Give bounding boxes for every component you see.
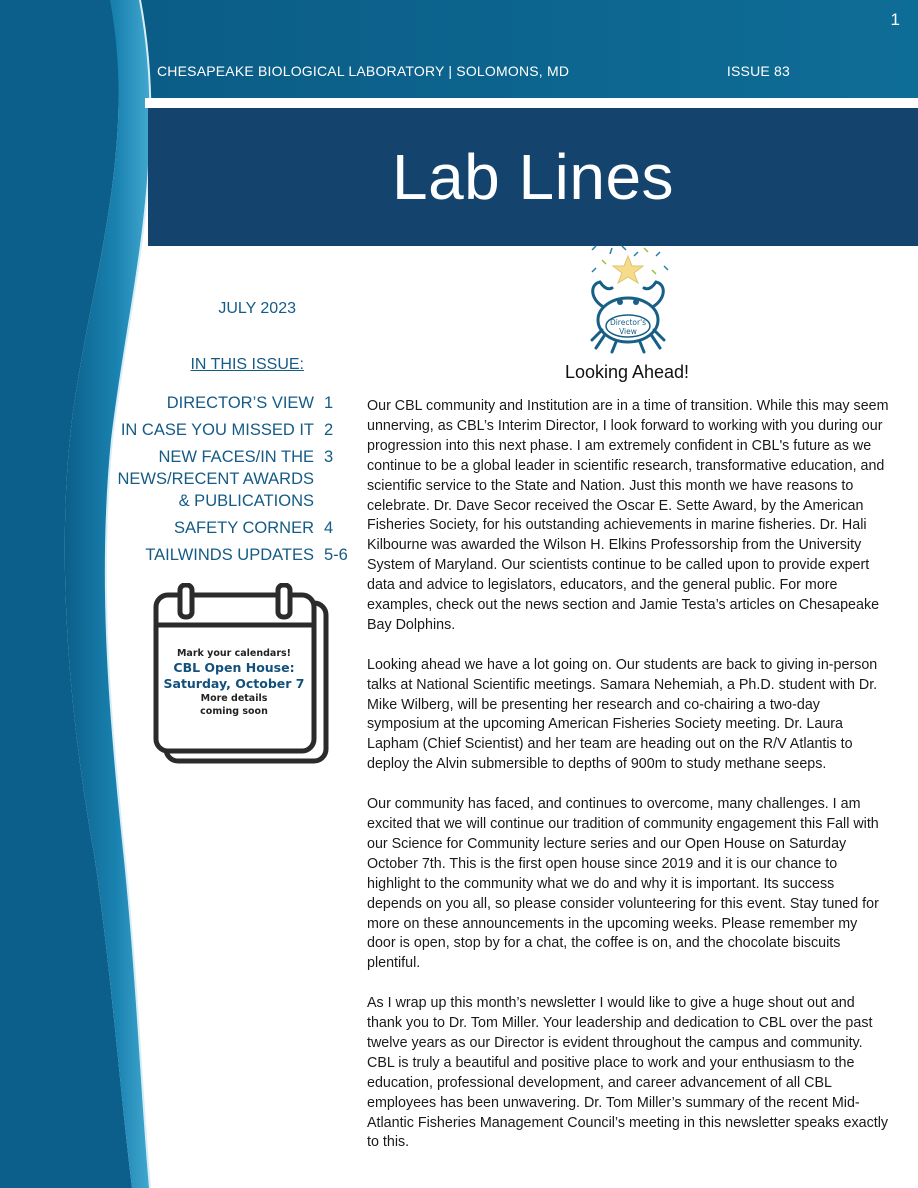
toc-item-directors-view[interactable] — [100, 392, 350, 414]
article-paragraph: Our community has faced, and continues to overcome, many challenges. I am excited that we will continue our tradition of community engagement this Fall with our Science for Community lecture series and our Open House on Saturday October 7th. This is the first open house since 2019 and it is our chance to highlight to the community what we do and why it is important. Its success depends on you all, so please consider volunteering for this event. Stay tuned for more on these announcements in the upcoming weeks. Please remember my door is open, stop by for a chat, the coffee is on, and the chocolate biscuits plentiful. — [367, 796, 879, 972]
directors-view-crab-icon — [582, 244, 674, 360]
calendar-details-2: coming soon — [200, 706, 268, 717]
badge-line-2: View — [619, 327, 637, 336]
article-paragraph: As I wrap up this month’s newsletter I would like to give a huge shout out and thank you to Dr. Tom Miller. Your leadership and dedication to CBL over the past twelve years as our Director is evident throughout the campus and community. CBL is truly a beautiful and positive place to work and your enthusiasm to the education, professional development, and career advancement of all CBL employees has been unwavering. Dr. Tom Miller’s summary of the recent Mid-Atlantic Fisheries Management Council’s meeting in this newsletter speaks exactly to this. — [367, 995, 889, 1151]
toc-item-label: NEW FACES/IN THE NEWS/RECENT AWARDS & PUBLICATIONS — [117, 448, 314, 510]
toc-item-page: 1 — [324, 394, 334, 412]
org-location: CHESAPEAKE BIOLOGICAL LABORATORY | SOLOMONS, MD — [157, 63, 570, 79]
calendar-reminder: Mark your calendars! — [176, 648, 292, 659]
toc-heading: IN THIS ISSUE: — [190, 356, 304, 373]
white-separator — [145, 98, 918, 108]
toc-item-label: IN CASE YOU MISSED IT — [120, 421, 314, 439]
article-heading: Looking Ahead! — [564, 362, 690, 382]
calendar-details-1: More details — [200, 693, 268, 704]
article-body — [367, 397, 889, 1173]
article-paragraph: Looking ahead we have a lot going on. Our students are back to giving in-person talks at National Scientific meetings. Samara Nehemiah, a Ph.D. student with Dr. Mike Wilberg, will be presenting her research and co-chairing a two-day symposium at the upcoming American Fisheries Society meeting. Dr. Laura Lapham (Chief Scientist) and her team are heading out on the R/V Atlantis to deploy the Alvin submersible to depths of 900m to study methane seeps. — [367, 656, 878, 773]
issue-number: ISSUE 83 — [726, 63, 790, 79]
toc-item-page: 4 — [324, 519, 334, 537]
toc-item-page: 2 — [324, 421, 334, 439]
page-number: 1 — [890, 10, 900, 29]
star — [613, 256, 643, 283]
toc-item-label: SAFETY CORNER — [174, 519, 314, 537]
newsletter-title: Lab Lines — [391, 141, 675, 213]
calendar-text — [162, 647, 306, 718]
toc-item-label: TAILWINDS UPDATES — [145, 546, 314, 564]
toc-item-new-faces[interactable] — [100, 446, 350, 512]
header-strip — [157, 63, 790, 79]
toc-item-safety-corner[interactable] — [100, 517, 350, 539]
calendar-event-date: Saturday, October 7 — [163, 676, 305, 691]
masthead — [148, 108, 918, 246]
article-paragraph: Our CBL community and Institution are in a time of transition. While this may seem unnerving, as CBL’s Interim Director, I look forward to working with you during our progression into this next phase. I am extremely confident in CBL's future as we continue to be a global leader in scientific research, transformative education, and scientific service to the State and Nation. Just this month we have reasons to celebrate. Dr. Dave Secor received the Oscar E. Sette Award, by the American Fisheries Society, for his outstanding achievements in marine fisheries. Dr. Hali Kilbourne was awarded the Wilson H. Elkins Professorship from the University System of Maryland. Our scientists continue to be called upon to provide expert data and advice to legislators, educators, and the general public. For more examples, check out the news section and Jamie Testa’s articles on Chesapeake Bay Dolphins. — [367, 398, 889, 633]
toc-item-page: 3 — [324, 448, 334, 466]
toc-item-tailwinds-updates[interactable] — [100, 544, 350, 566]
calendar-event-title: CBL Open House: — [173, 660, 295, 675]
issue-date: JULY 2023 — [218, 300, 296, 317]
table-of-contents — [100, 392, 350, 571]
badge-line-1: Director's — [609, 318, 647, 327]
toc-item-label: DIRECTOR’S VIEW — [166, 394, 314, 412]
toc-item-page: 5-6 — [324, 546, 348, 564]
toc-item-in-case-you-missed-it[interactable] — [100, 419, 350, 441]
